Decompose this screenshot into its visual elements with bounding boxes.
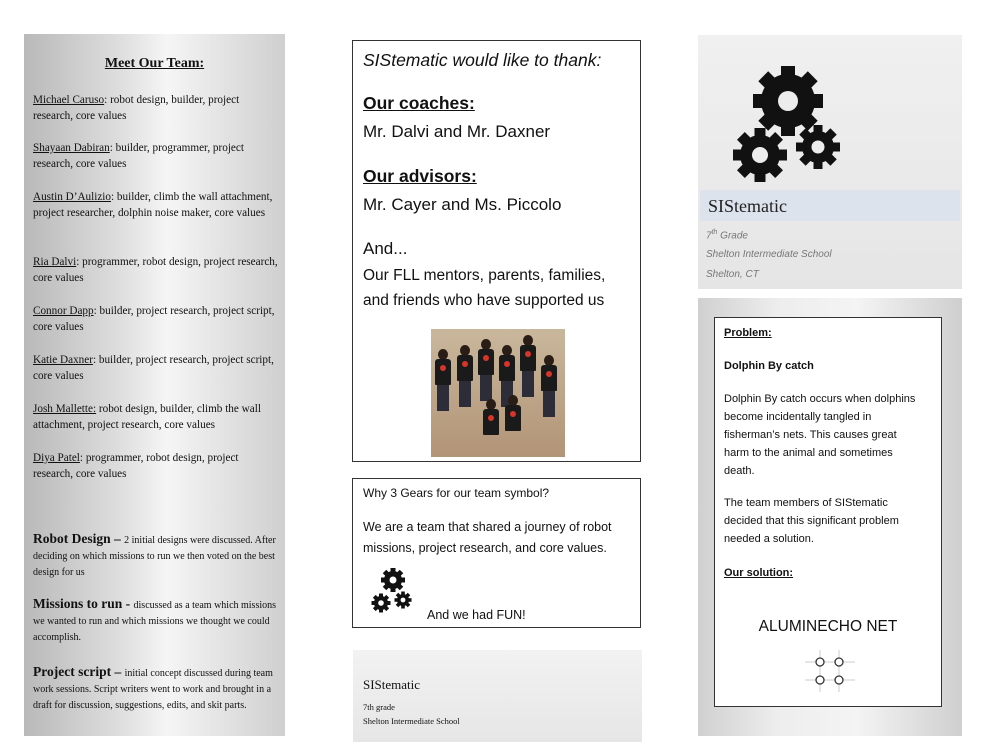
- problem-desc-line: harm to the animal and sometimes: [724, 447, 893, 459]
- team-heading: Meet Our Team:: [104, 56, 205, 71]
- problem-desc2-line: The team members of SIStematic: [724, 497, 888, 509]
- cover-grade-word: Grade: [717, 230, 748, 242]
- cover-school: Shelton Intermediate School: [706, 249, 832, 260]
- and-text: And...: [363, 239, 408, 258]
- member-sep: :: [93, 305, 97, 317]
- coaches-heading: Our coaches:: [363, 93, 475, 113]
- member-entry: [33, 450, 279, 482]
- back-cover: [353, 650, 642, 742]
- team-panel: [24, 34, 285, 736]
- gears-question: Why 3 Gears for our team symbol?: [363, 486, 550, 500]
- back-team-name: SIStematic: [363, 677, 421, 692]
- member-entry: [33, 254, 279, 286]
- section-text: 2 initial designs were discussed. After deciding on which missions to run we then voted on the best design for us: [33, 535, 276, 578]
- section-text: discussed as a team which missions we wanted to run and which missions we thought we could accomplish.: [33, 600, 277, 643]
- process-section: [33, 664, 281, 714]
- cover-grade: [706, 229, 748, 241]
- section-text: initial concept discussed during team work sessions. Script writers went to work and brought in a draft for discussion, suggestions, edits, and skit parts.: [33, 668, 273, 711]
- cover-grade-sup: th: [711, 229, 718, 236]
- member-roles: builder, project research, project script, core values: [33, 354, 274, 382]
- thanks-box: [352, 40, 641, 462]
- member-name: Katie Daxner: [33, 354, 93, 366]
- member-roles: builder, programmer, project research, core values: [33, 142, 244, 170]
- member-entry: [33, 401, 279, 433]
- fun-text: And we had FUN!: [427, 608, 526, 622]
- member-roles: builder, project research, project script, core values: [33, 305, 275, 333]
- member-name: Michael Caruso: [33, 94, 105, 106]
- solution-name: ALUMINECHO NET: [758, 618, 898, 635]
- member-sep: :: [104, 94, 108, 106]
- small-gears-icon: [369, 567, 417, 617]
- member-roles: builder, climb the wall attachment, project researcher, dolphin noise maker, core values: [33, 191, 273, 219]
- mentors-line-1: Our FLL mentors, parents, families,: [363, 267, 606, 284]
- problem-desc2-line: decided that this significant problem: [724, 515, 899, 527]
- member-entry: [33, 352, 279, 384]
- member-name: Josh Mallette:: [33, 403, 97, 415]
- member-roles: programmer, robot design, project research, core values: [33, 256, 278, 284]
- member-entry: [33, 189, 279, 221]
- front-cover: [698, 35, 962, 289]
- back-school: Shelton Intermediate School: [363, 716, 460, 726]
- advisors-heading: Our advisors:: [363, 166, 477, 186]
- member-entry: [33, 303, 279, 335]
- member-name: Austin D’Aulizio: [33, 191, 111, 203]
- team-photo: [431, 329, 565, 457]
- problem-heading: Problem:: [724, 327, 772, 339]
- member-sep: :: [92, 354, 97, 366]
- cover-grade-num: 7: [706, 230, 712, 242]
- member-roles: robot design, builder, project research, core values: [33, 94, 240, 122]
- problem-desc2-line: needed a solution.: [724, 533, 814, 545]
- problem-panel: [698, 298, 962, 736]
- gears-explanation-box: [352, 478, 641, 628]
- problem-desc-line: fisherman’s nets. This causes great: [724, 429, 897, 441]
- problem-subheading: Dolphin By catch: [724, 360, 814, 372]
- problem-box: [714, 317, 942, 707]
- coaches-names: Mr. Dalvi and Mr. Daxner: [363, 122, 551, 141]
- problem-desc-line: become incidentally tangled in: [724, 411, 872, 423]
- advisors-names: Mr. Cayer and Ms. Piccolo: [363, 195, 562, 214]
- cover-team-name: SIStematic: [708, 196, 787, 216]
- section-heading: Missions to run: [33, 596, 123, 611]
- gears-answer: We are a team that shared a journey of robot missions, project research, and core values.: [363, 520, 612, 555]
- member-entry: [33, 92, 279, 124]
- cover-title-bar: [700, 190, 960, 221]
- three-gears-icon: [728, 63, 848, 188]
- process-section: [33, 596, 281, 646]
- member-roles: programmer, robot design, project research, core values: [33, 452, 239, 480]
- solution-heading: Our solution:: [724, 567, 794, 579]
- process-section: [33, 531, 281, 581]
- member-entry: [33, 140, 279, 172]
- section-heading: Project script: [33, 664, 112, 679]
- member-name: Connor Dapp: [33, 305, 94, 317]
- member-name: Ria Dalvi: [33, 256, 77, 268]
- member-roles: robot design, builder, climb the wall attachment, project research, core values: [33, 403, 261, 431]
- problem-desc-line: Dolphin By catch occurs when dolphins: [724, 393, 916, 405]
- member-sep: :: [76, 256, 80, 268]
- problem-desc-line: death.: [724, 465, 755, 477]
- thanks-intro: SIStematic would like to thank:: [363, 50, 602, 70]
- section-dash: –: [110, 531, 125, 546]
- back-grade: 7th grade: [363, 702, 395, 712]
- member-sep: :: [109, 142, 113, 154]
- cover-town: Shelton, CT: [706, 269, 759, 280]
- member-sep: :: [111, 191, 115, 203]
- section-heading: Robot Design: [33, 531, 111, 546]
- member-sep: :: [79, 452, 84, 464]
- member-name: Diya Patel: [33, 452, 80, 464]
- section-dash: –: [111, 664, 125, 679]
- net-icon: [805, 650, 855, 692]
- section-dash: -: [122, 596, 134, 611]
- mentors-line-2: and friends who have supported us: [363, 292, 605, 309]
- member-name: Shayaan Dabiran: [33, 142, 110, 154]
